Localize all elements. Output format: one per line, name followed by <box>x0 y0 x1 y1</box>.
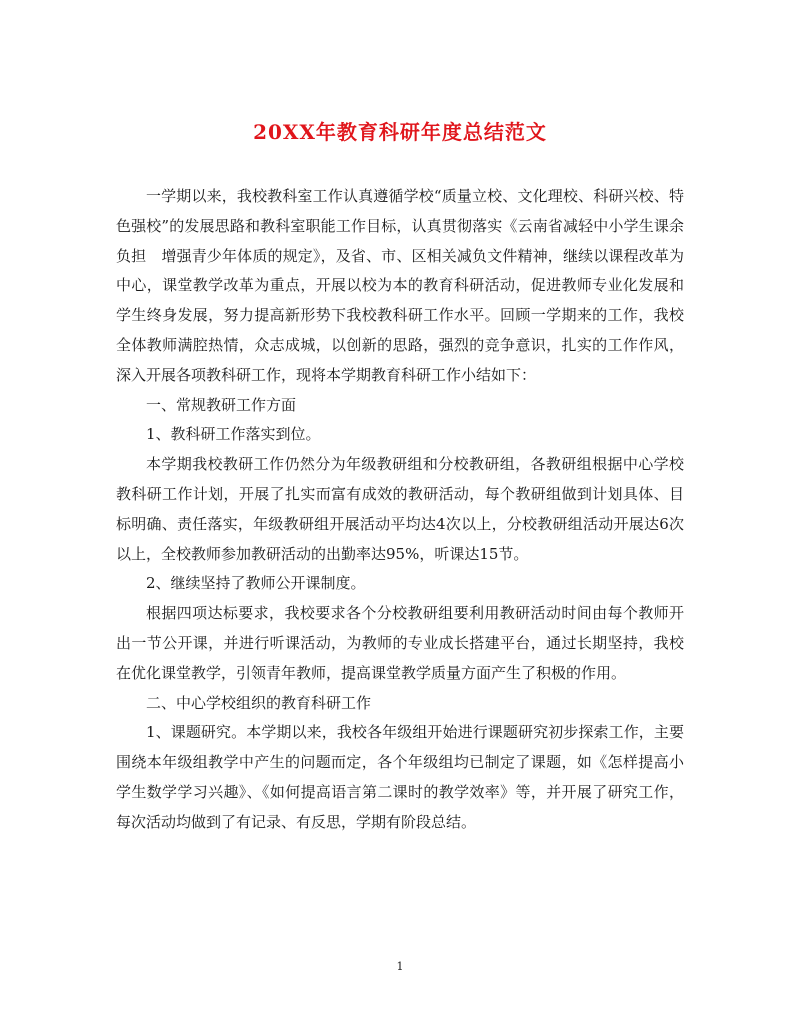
section-heading-2: 二、中心学校组织的教育科研工作 <box>146 693 372 712</box>
section-heading-1: 一、常规教研工作方面 <box>146 395 297 414</box>
document-title: 20XX年教育科研年度总结范文 <box>253 120 547 144</box>
paragraph-teaching-research: 本学期我校教研工作仍然分为年级教研组和分校教研组，各教研组根据中心学校教科研工作计划，开展了扎实而富有成效的教研活动，每个教研组做到计划具体、目标明确、责任落实，年级教研组开展活动平均达4次以上，分校教研组活动开展达6次以上，全校教师参加教研活动的出勤率达95%，听课达15节。 <box>116 455 684 563</box>
page-number: 1 <box>396 960 404 973</box>
subsection-heading-1-1: 1、教科研工作落实到位。 <box>146 425 321 444</box>
subsection-heading-1-2: 2、继续坚持了教师公开课制度。 <box>146 574 366 593</box>
document-body <box>116 182 684 838</box>
intro-paragraph: 一学期以来，我校教科室工作认真遵循学校“质量立校、文化理校、科研兴校、特色强校”的发展思路和教科室职能工作目标，认真贯彻落实《云南省减轻中小学生课余负担 增强青少年体质的规定》，及省、市、区相关减负文件精神，继续以课程改革为中心，课堂教学改革为重点，开展以校为本的教育科研活动，促进教师专业化发展和学生终身发展，努力提高新形势下我校教科研工作水平。回顾一学期来的工作，我校全体教师满腔热情，众志成城，以创新的思路，强烈的竞争意识，扎实的工作作风，深入开展各项教科研工作，现将本学期教育科研工作小结如下： <box>116 187 684 384</box>
paragraph-research-topics: 1、课题研究。本学期以来，我校各年级组开始进行课题研究初步探索工作，主要围绕本年级组教学中产生的问题而定，各个年级组均已制定了课题，如《怎样提高小学生数学学习兴趣》、《如何提高语言第二课时的教学效率》等，并开展了研究工作，每次活动均做到了有记录、有反思，学期有阶段总结。 <box>116 723 684 831</box>
paragraph-open-class: 根据四项达标要求，我校要求各个分校教研组要利用教研活动时间由每个教师开出一节公开课，并进行听课活动，为教师的专业成长搭建平台，通过长期坚持，我校在优化课堂教学，引领青年教师，提高课堂教学质量方面产生了积极的作用。 <box>116 604 684 682</box>
